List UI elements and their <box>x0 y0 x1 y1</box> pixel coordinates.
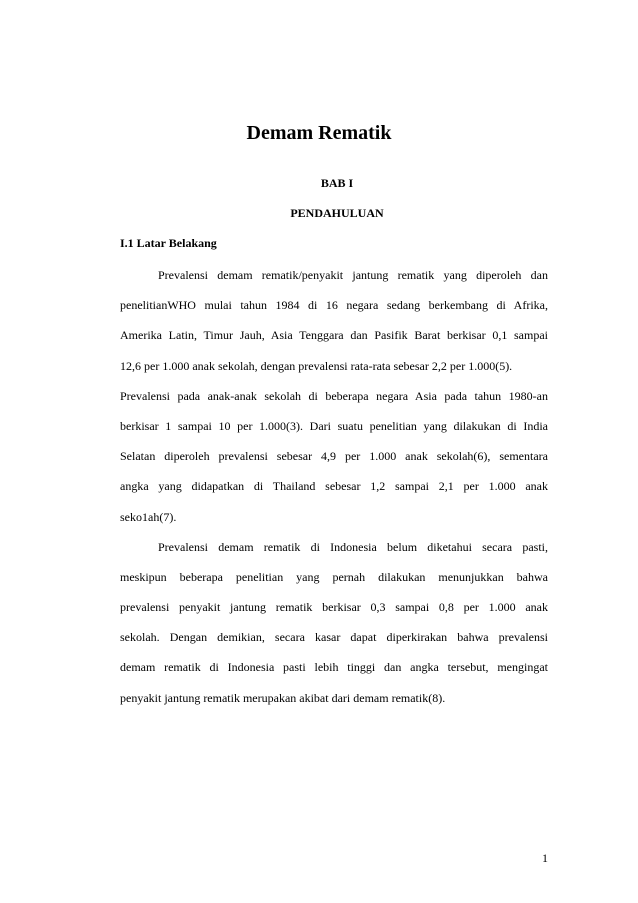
body-text <box>120 260 548 713</box>
chapter-title: PENDAHULUAN <box>290 206 384 220</box>
page-number: 1 <box>542 851 548 865</box>
section-heading: I.1 Latar Belakang <box>120 236 217 250</box>
paragraph-2-line: sekolah. Dengan demikian, secara kasar dapat diperkirakan bahwa prevalensi <box>120 630 548 645</box>
chapter-number: BAB I <box>320 176 354 190</box>
paragraph-1-line: angka yang didapatkan di Thailand sebesar 1,2 sampai 2,1 per 1.000 anak <box>120 479 548 494</box>
paragraph-2-line: penyakit jantung rematik merupakan akibat dari demam rematik(8). <box>120 690 446 705</box>
paragraph-2-line: meskipun beberapa penelitian yang pernah dilakukan menunjukkan bahwa <box>120 569 548 584</box>
paragraph-1-line: Selatan diperoleh prevalensi sebesar 4,9 per 1.000 anak sekolah(6), sementara <box>120 449 548 464</box>
paragraph-1-line: Amerika Latin, Timur Jauh, Asia Tenggara dan Pasifik Barat berkisar 0,1 sampai <box>120 328 548 343</box>
paragraph-2-line: demam rematik di Indonesia pasti lebih tinggi dan angka tersebut, mengingat <box>120 660 548 675</box>
paragraph-1-line: Prevalensi demam rematik/penyakit jantung rematik yang diperoleh dan <box>158 268 548 282</box>
paragraph-1-line: Prevalensi pada anak-anak sekolah di beberapa negara Asia pada tahun 1980-an <box>120 388 548 403</box>
paragraph-2-line: prevalensi penyakit jantung rematik berkisar 0,3 sampai 0,8 per 1.000 anak <box>120 600 548 615</box>
paragraph-1-line: 12,6 per 1.000 anak sekolah, dengan prevalensi rata-rata sebesar 2,2 per 1.000(5). <box>120 358 513 373</box>
paragraph-1-line: penelitianWHO mulai tahun 1984 di 16 negara sedang berkembang di Afrika, <box>120 298 548 313</box>
paragraph-1-line: seko1ah(7). <box>120 509 177 524</box>
paragraph-1-line: berkisar 1 sampai 10 per 1.000(3). Dari suatu penelitian yang dilakukan di India <box>120 418 548 433</box>
paragraph-2-line: Prevalensi demam rematik di Indonesia belum diketahui secara pasti, <box>158 539 548 554</box>
document-title: Demam Rematik <box>246 122 392 144</box>
